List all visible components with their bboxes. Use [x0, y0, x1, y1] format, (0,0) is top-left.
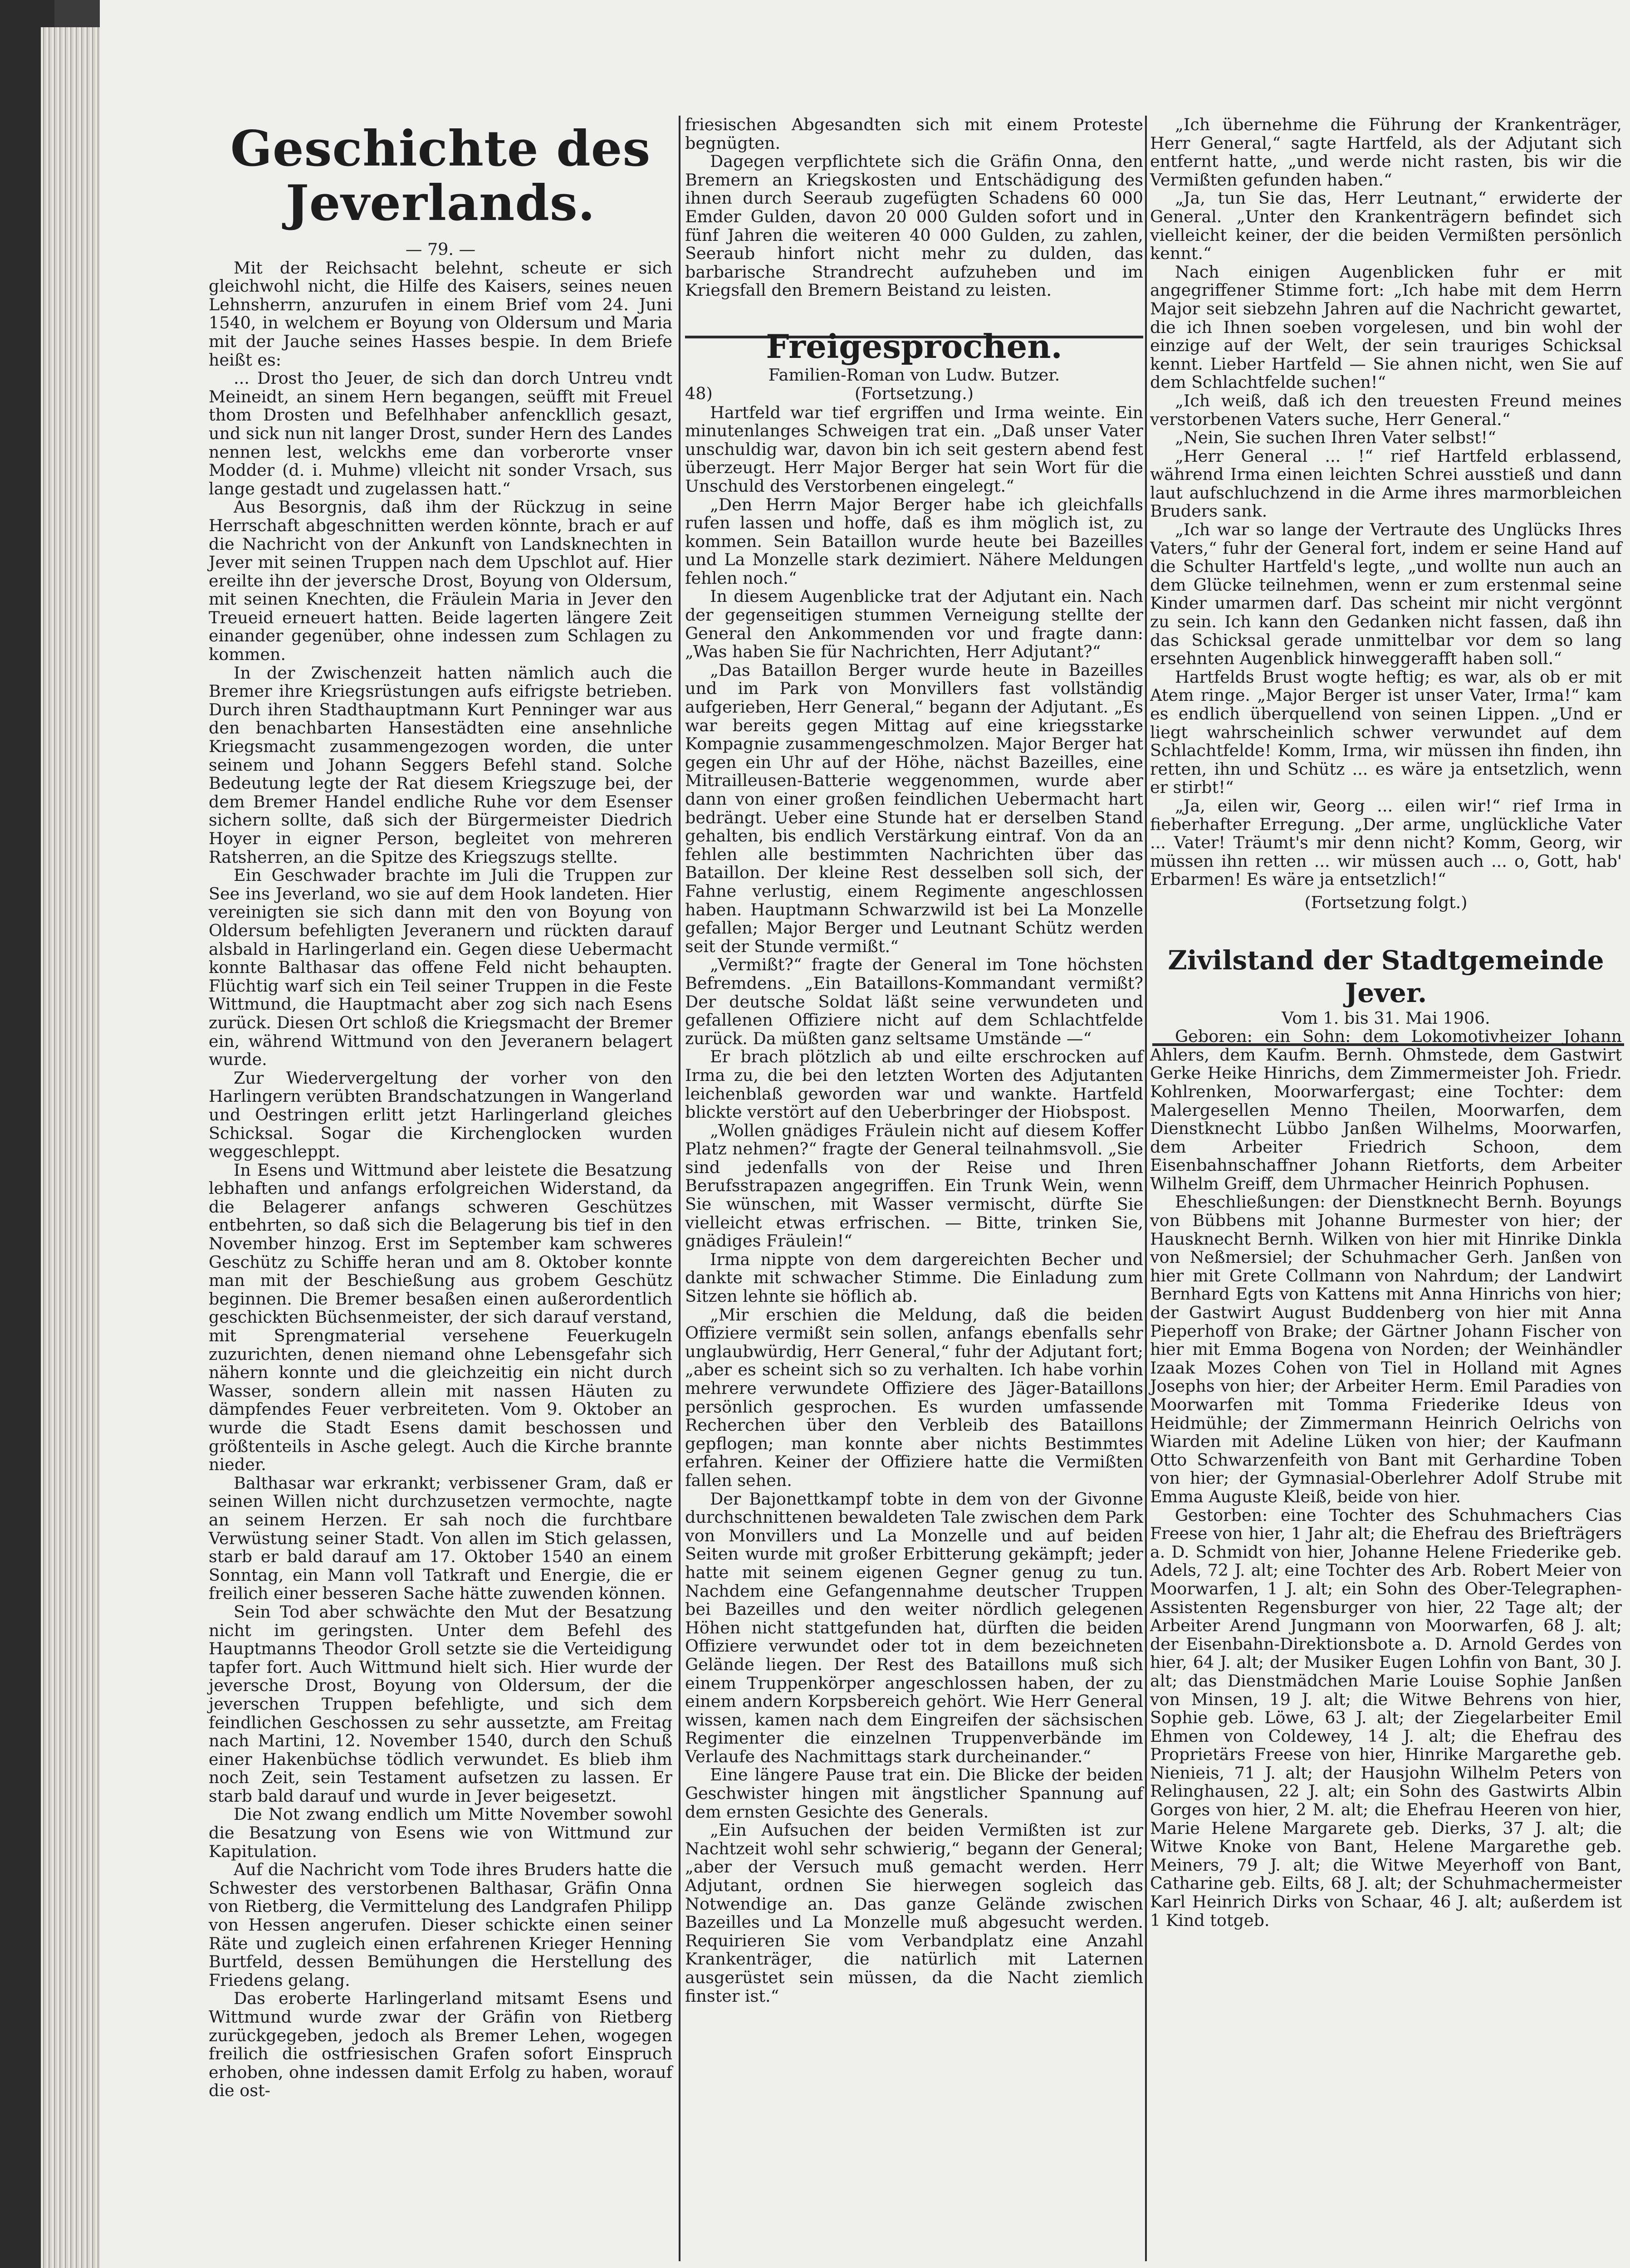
novel-para: „Vermißt?“ fragte der General im Tone höchsten Befremdens. „Ein Bataillons-Kommandant vermißt? Der deutsche Soldat läßt seine verwundeten und gefallenen Offiziere nicht auf dem Schlachtfelde zurück. Da müßten ganz seltsame Umstände —“ — [685, 955, 1143, 1048]
novel-para: Hartfelds Brust wogte heftig; es war, als ob er mit Atem ringe. „Major Berger ist unser Vater, Irma!“ kam es endlich überquellend von seinen Lippen. „Und er liegt wahrscheinlich schwer verwundet auf dem Schlachtfelde! Komm, Irma, wir müssen ihn finden, ihn retten, ihn und Schütz ... es wäre ja entsetzlich, wenn er stirbt!“ — [1150, 667, 1622, 797]
column-rule-1 — [679, 116, 680, 2261]
novel-para: Eine längere Pause trat ein. Die Blicke der beiden Geschwister hingen mit ängstlicher Spannung auf dem ernsten Gesichte des Generals. — [685, 1765, 1143, 1822]
novel-para: Er brach plötzlich ab und eilte erschrocken auf Irma zu, die bei den letzten Worten des Adjutanten leichenblaß geworden war und wankte. Hartfeld blickte verstört auf den Ueberbringer der Hiobspost. — [685, 1047, 1143, 1122]
history-continuation: friesischen Abgesandten sich mit einem Proteste begnügten. — [685, 115, 1143, 153]
novel-para: „Den Herrn Major Berger habe ich gleichfalls rufen lassen und hoffe, daß es ihm möglich ist, zu kommen. Sein Bataillon wurde heute bei Bazeilles und La Monzelle stark dezimiert. Nähere Meldungen fehlen noch.“ — [685, 494, 1143, 588]
civil-registry-period: Vom 1. bis 31. Mai 1906. — [1282, 1008, 1490, 1028]
novel-para: Der Bajonettkampf tobte in dem von der Givonne durchschnittenen bewaldeten Tale zwischen dem Park von Monvillers und La Monzelle und auf beiden Seiten wurde mit großer Erbitterung gekämpft; jeder hatte mit seinem eigenen Gegner genug zu tun. Nachdem eine Gefangennahme deutscher Truppen bei Bazeilles und den weiter nördlich gelegenen Höhen nicht stattgefunden hat, dürften die beiden Offiziere verwundet oder tot in dem bezeichneten Gelände liegen. Der Rest des Bataillons muß sich einem Truppenkörper angeschlossen haben, der zu einem andern Korpsbereich gehört. Wie Herr General wissen, kamen nach dem Eingreifen der sächsischen Regimenter die einzelnen Truppenverbände im Verlaufe des Nachmittags stark durcheinander.“ — [685, 1489, 1143, 1766]
novel-para: Irma nippte von dem dargereichten Becher und dankte mit schwacher Stimme. Die Einladung zum Sitzen lehnte sie höflich ab. — [685, 1249, 1143, 1306]
novel-para: „Nein, Sie suchen Ihren Vater selbst!“ — [1175, 428, 1496, 448]
novel-para: „Ich übernehme die Führung der Krankenträger, Herr General,“ sagte Hartfeld, als der Adjutant sich entfernt hatte, „und werde nicht rasten, bis wir die Vermißten gefunden haben.“ — [1150, 115, 1622, 190]
history-para: In der Zwischenzeit hatten nämlich auch die Bremer ihre Kriegsrüstungen aufs eifrigste betrieben. Durch ihren Stadthauptmann Kurt Penninger war aus den benachbarten Hansestädten eine ansehnliche Kriegsmacht zusammengezogen worden, die unter seinem und Johann Seggers Befehl stand. Solche Bedeutung legte der Rat diesem Kriegszuge bei, der dem Bremer Handel endliche Ruhe vor dem Esenser sichern sollte, daß sich der Bürgermeister Diedrich Hoyer in eigner Person, begleitet von mehreren Ratsherren, an die Spitze des Kriegszugs stellte. — [209, 663, 672, 867]
novel-para: „Herr General ... !“ rief Hartfeld erblassend, während Irma einen leichten Schrei ausstieß und dann laut aufschluchzend in die Arme ihres marmorbleichen Bruders sank. — [1150, 446, 1622, 521]
novel-para: „Ein Aufsuchen der beiden Vermißten ist zur Nachtzeit wohl sehr schwierig,“ begann der General; „aber der Versuch muß gemacht werden. Herr Adjutant, ordnen Sie hierwegen sogleich das Notwendige an. Das ganze Gelände zwischen Bazeilles und La Monzelle muß abgesucht werden. Requirieren Sie vom Verbandplatz eine Anzahl Krankenträger, die natürlich mit Laternen ausgerüstet sein müssen, da die Nacht ziemlich finster ist.“ — [685, 1820, 1143, 2006]
history-para: Auf die Nachricht vom Tode ihres Bruders hatte die Schwester des verstorbenen Balthasar, Gräfin Onna von Rietberg, die Vermittelung des Landgrafen Philipp von Hessen angerufen. Dieser schickte einen seiner Räte und zugleich einen erfahrenen Krieger Henning Burtfeld, dessen Bemühungen die Herstellung des Friedens gelang. — [209, 1860, 672, 1990]
novel-para: Hartfeld war tief ergriffen und Irma weinte. Ein minutenlanges Schweigen trat ein. „Daß unser Vater unschuldig war, davon bin ich seit gestern abend fest überzeugt. Herr Major Berger hat sein Wort für die Unschuld des Verstorbenen eingelegt.“ — [685, 402, 1143, 496]
history-para: In Esens und Wittmund aber leistete die Besatzung lebhaften und anfangs erfolgreichen Widerstand, da die Belagerer anfangs schweren Geschützes entbehrten, so daß sich die Belagerung bis tief in den November hinzog. Erst im September kam schweres Geschütz zu Schiffe heran und am 8. Oktober konnte man mit der Beschießung aus grobem Geschütz beginnen. Die Bremer besaßen einen außerordentlich geschickten Büchsenmeister, der sich darauf verstand, mit Sprengmaterial versehene Feuerkugeln zuzurichten, denen niemand ohne Lebensgefahr sich nähern konnte und die gleichzeitig ein nicht durch Wasser, sondern allein mit nassen Häuten zu dämpfendes Feuer verbreiteten. Vom 9. Oktober an wurde die Stadt Esens damit beschossen und größtenteils in Asche gelegt. Auch die Kirche brannte nieder. — [209, 1160, 672, 1475]
novel-para: „Wollen gnädiges Fräulein nicht auf diesem Koffer Platz nehmen?“ fragte der General teilnahmsvoll. „Sie sind jedenfalls von der Reise und Ihren Berufsstrapazen angegriffen. Ein Trunk Wein, wenn Sie wünschen, mit Wasser vermischt, dürfte Sie vielleicht etwas erfrischen. — Bitte, trinken Sie, gnädiges Fräulein!“ — [685, 1120, 1143, 1251]
civil-registry-births: Geboren: ein Sohn: dem Lokomotivheizer Johann Ahlers, dem Kaufm. Bernh. Ohmstede, dem Gastwirt Gerke Heike Hinrichs, dem Zimmermeister Joh. Friedr. Kohlrenken, Moorwarfergast; eine Tochter: dem Malergesellen Menno Theilen, Moorwarfen, dem Dienstknecht Lübbo Janßen Wilhelms, Moorwarfen, dem Arbeiter Friedrich Schoon, dem Eisenbahnschaffner Johann Rietforts, dem Arbeiter Wilhelm Greiff, dem Uhrmacher Heinrich Pophusen. — [1150, 1026, 1622, 1193]
page-edges — [41, 27, 109, 2268]
history-quote: ... Drost tho Jeuer, de sich dan dorch Untreu vndt Meineidt, an sinem Hern begangen, seüfft mit Freuel thom Drosten und Befelhhaber anfenckllich gesazt, und sick nun nit langer Drost, sunder Hern des Landes nennen lest, welckhs eme dan vorberorte vnser Modder (d. i. Muhme) vlleicht nit sonder Vrsach, sus lange gestadt und zugelassen hatt.“ — [209, 368, 672, 499]
history-para: Die Not zwang endlich um Mitte November sowohl die Besatzung von Esens wie von Wittmund zur Kapitulation. — [209, 1804, 672, 1861]
history-para: Mit der Reichsacht belehnt, scheute er sich gleichwohl nicht, die Hilfe des Kaisers, seines neuen Lehnsherrn, anzurufen in einem Brief vom 24. Juni 1540, in welchem er Boyung von Oldersum und Maria mit der Jauche seines Hasses bespie. In dem Briefe heißt es: — [209, 258, 672, 370]
history-installment-number: — 79. — — [405, 240, 476, 259]
civil-registry-marriages: Eheschließungen: der Dienstknecht Bernh. Boyungs von Bübbens mit Johanne Burmester von hier; der Hausknecht Bernh. Wilken von hier mit Hinrike Dinkla von Neßmersiel; der Schuhmacher Gerh. Janßen von hier mit Grete Collmann von Nahrdum; der Landwirt Bernhard Egts von Kattens mit Anna Hinrichs von hier; der Gastwirt August Buddenberg von hier mit Anna Pieperhoff von Brake; der Gärtner Johann Fischer von hier mit Emma Bogena von Norden; der Weinhändler Izaak Mozes Cohen von Tiel in Holland mit Agnes Josephs von hier; der Arbeiter Herm. Emil Paradies von Moorwarfen mit Tomma Friederike Ideus von Heidmühle; der Zimmermann Heinrich Oelrichs von Wiarden mit Adeline Lüken von hier; der Kaufmann Otto Schwarzenfeith von Bant mit Gerhardine Toben von hier; der Gymnasial-Oberlehrer Adolf Strube mit Emma Auguste Kleiß, beide von hier. — [1150, 1192, 1622, 1506]
novel-para: In diesem Augenblicke trat der Adjutant ein. Nach der gegenseitigen stummen Verneigung stellte der General den Ankommenden vor und fragte dann: „Was haben Sie für Nachrichten, Herr Adjutant?“ — [685, 587, 1143, 662]
history-para: Sein Tod aber schwächte den Mut der Besatzung nicht im geringsten. Unter dem Befehl des Hauptmanns Theodor Groll setzte sie die Verteidigung tapfer fort. Auch Wittmund hielt sich. Hier wurde der jeversche Drost, Boyung von Oldersum, der die jeverschen Truppen befehligte, und sich dem feindlichen Geschossen zu sehr aussetzte, am Freitag nach Martini, 12. November 1540, durch den Schuß einer Hakenbüchse tödlich verwundet. Es blieb ihm noch Zeit, sein Testament aufsetzen zu lassen. Er starb bald darauf und wurde in Jever beigesetzt. — [209, 1602, 672, 1806]
column-rule-2 — [1145, 116, 1147, 2261]
novel-para: „Ich weiß, daß ich den treuesten Freund meines verstorbenen Vaters suche, Herr General.“ — [1150, 391, 1622, 429]
novel-continuation-label: (Fortsetzung.) — [854, 383, 974, 403]
novel-para: „Ich war so lange der Vertraute des Unglücks Ihres Vaters,“ fuhr der General fort, indem er seine Hand auf die Schulter Hartfeld's legte, „und wollte nun auch an dem Glücke teilnehmen, wenn er zum erstenmal seine Kinder umarmen darf. Das scheint mir nicht vergönnt zu sein. Ich kann den Gedanken nicht fassen, daß ihn das Schicksal gerade unmittelbar vor dem so lang ersehnten Augenblick hinweggerafft haben soll.“ — [1150, 520, 1622, 669]
civil-registry-title: Zivilstand der Stadtgemeinde Jever. — [1168, 944, 1604, 1008]
novel-para: „Ja, tun Sie das, Herr Leutnant,“ erwiderte der General. „Unter den Krankenträgern befindet sich vielleicht keiner, der die beiden Vermißten persönlich kennt.“ — [1150, 188, 1622, 264]
history-para: Ein Geschwader brachte im Juli die Truppen zur See ins Jeverland, wo sie auf dem Hook landeten. Hier vereinigten sie sich dann mit den von Boyung von Oldersum befehligten Jeveranern und rückten darauf alsbald in Harlingerland ein. Gegen diese Uebermacht konnte Balthasar das offene Feld nicht behaupten. Flüchtig warf sich ein Teil seiner Truppen in die Feste Wittmund, die Hauptmacht aber zog sich nach Esens zurück. Diesen Ort schloß die Kriegsmacht der Bremer ein, während Wittmund von den Jeveranern belagert wurde. — [209, 865, 672, 1070]
novel-title: Freigesprochen. — [766, 327, 1062, 366]
history-para: Das eroberte Harlingerland mitsamt Esens und Wittmund wurde zwar der Gräfin von Rietberg zurückgegeben, jedoch als Bremer Lehen, wogegen freilich die ostfriesischen Grafen sofort Einspruch erhoben, ohne indessen damit Erfolg zu haben, worauf die ost- — [209, 1989, 672, 2101]
novel-para: „Mir erschien die Meldung, daß die beiden Offiziere vermißt sein sollen, anfangs ebenfalls sehr unglaubwürdig, Herr General,“ fuhr der Adjutant fort; „aber es scheint sich so zu verhalten. Ich habe vorhin mehrere verwundete Offiziere des Jäger-Bataillons persönlich gesprochen. Es wurden umfassende Recherchen über den Verbleib des Bataillons gepflogen; man konnte aber nichts Bestimmtes erfahren. Keiner der Offiziere hatte die Vermißten fallen sehen. — [685, 1305, 1143, 1490]
history-para: Aus Besorgnis, daß ihm der Rückzug in seine Herrschaft abgeschnitten werden könnte, brach er auf die Nachricht von der Ankunft von Landsknechten in Jever mit seinen Truppen nach dem Upschlot auf. Hier ereilte ihn der jeversche Drost, Boyung von Oldersum, mit seinen Knechten, die Fräulein Maria in Jever den Treueid erneuert hatten. Beide lagerten längere Zeit einander gegenüber, ohne indessen zum Schlagen zu kommen. — [209, 497, 672, 665]
novel-to-be-continued: (Fortsetzung folgt.) — [1304, 892, 1468, 912]
novel-para: Nach einigen Augenblicken fuhr er mit angegriffener Stimme fort: „Ich habe mit dem Herrn Major seit siebzehn Jahren auf die Nachricht gewartet, die ich Ihnen soeben vorgelesen, und bin wohl der einzige auf der Welt, der sein trauriges Schicksal kennt. Lieber Hartfeld — Sie ahnen nicht, wen Sie auf dem Schlachtfelde suchen!“ — [1150, 262, 1622, 392]
column-history — [209, 0, 672, 2100]
novel-para: „Das Bataillon Berger wurde heute in Bazeilles und im Park von Monvillers fast vollständig aufgerieben, Herr General,“ begann der Adjutant. „Es war bereits gegen Mittag auf eine kriegsstarke Kompagnie zusammengeschmolzen. Major Berger hat gegen ein Uhr auf der Höhe, nächst Bazeilles, eine Mitrailleusen-Batterie weggenommen, wurde aber dann von einer großen feindlichen Uebermacht hart bedrängt. Ueber eine Stunde hat er derselben Stand gehalten, bis endlich Verstärkung eintraf. Von da an fehlen alle bestimmten Nachrichten über das Bataillon. Der kleine Rest desselben soll sich, der Fahne verlustig, einem Regimente angeschlossen haben. Hauptmann Schwarzwild ist bei La Monzelle gefallen; Major Berger und Leutnant Schütz werden seit der Stunde vermißt.“ — [685, 660, 1143, 956]
history-para: Zur Wiedervergeltung der vorher von den Harlingern verübten Brandschatzungen in Wangerland und Oestringen erlitt jetzt Harlingerland gleiches Schicksal. Sogar die Kirchenglocken wurden weggeschleppt. — [209, 1068, 672, 1162]
novel-subtitle: Familien-Roman von Ludw. Butzer. — [768, 365, 1060, 385]
column-novel-and-registry — [1150, 0, 1622, 1930]
history-continuation: Dagegen verpflichtete sich die Gräfin Onna, den Bremern an Kriegskosten und Entschädigung des ihnen durch Seeraub zugefügten Schadens 60 000 Emder Gulden, davon 20 000 Gulden sofort und in fünf Jahren die weiteren 40 000 Gulden, zu zahlen, Seeraub hinfort nicht mehr zu dulden, das barbarische Strandrecht aufzuheben und im Kriegsfall den Bremern Beistand zu leisten. — [685, 152, 1143, 300]
history-title: Geschichte des Jeverlands. — [230, 120, 651, 232]
civil-registry-deaths: Gestorben: eine Tochter des Schuhmachers Cias Freese von hier, 1 Jahr alt; die Ehefrau des Briefträgers a. D. Schmidt von hier, Johanne Helene Friederike geb. Adels, 72 J. alt; eine Tochter des Arb. Robert Meier von Moorwarfen, 1 J. alt; ein Sohn des Ober-Telegraphen-Assistenten Regensburger von hier, 22 Tage alt; der Arbeiter Arend Jungmann von Moorwarfen, 68 J. alt; der Eisenbahn-Direktionsbote a. D. Arnold Gerdes von hier, 64 J. alt; der Musiker Eugen Lohfin von Bant, 30 J. alt; das Dienstmädchen Marie Louise Sophie Janßen von Minsen, 19 J. alt; die Witwe Behrens von hier, Sophie geb. Löwe, 63 J. alt; der Ziegelarbeiter Emil Ehmen von Coldewey, 14 J. alt; die Ehefrau des Proprietärs Freese von hier, Hinrike Margarethe geb. Nienieis, 71 J. alt; der Hausjohn Wilhelm Peters von Relinghausen, 22 J. alt; ein Sohn des Gastwirts Albin Gorges von hier, 2 M. alt; die Ehefrau Heeren von hier, Marie Helene Margarete geb. Dierks, 37 J. alt; die Witwe Knoke von Bant, Helene Margarethe geb. Meiners, 79 J. alt; die Witwe Meyerhoff von Bant, Catharine geb. Eilts, 68 J. alt; der Schuhmachermeister Karl Heinrich Dirks von Schaar, 46 J. alt; außerdem ist 1 Kind totgeb. — [1150, 1505, 1622, 1930]
novel-episode-number: 48) — [685, 383, 713, 403]
history-para: Balthasar war erkrankt; verbissener Gram, daß er seinen Willen nicht durchzusetzen vermochte, nagte an seinem Herzen. Er sah noch die furchtbare Verwüstung seiner Stadt. Von allen im Stich gelassen, starb er bald darauf am 17. Oktober 1540 an einem Sonntag, ein Mann voll Tatkraft und Energie, die er freilich einer besseren Sache hätte zuwenden können. — [209, 1473, 672, 1603]
novel-para: „Ja, eilen wir, Georg ... eilen wir!“ rief Irma in fieberhafter Erregung. „Der arme, unglückliche Vater ... Vater! Träumt's mir denn nicht? Komm, Georg, wir müssen ihn retten ... wir müssen auch ... o, Gott, hab' Erbarmen! Es wäre ja entsetzlich!“ — [1150, 796, 1622, 890]
column-novel — [685, 0, 1143, 2005]
